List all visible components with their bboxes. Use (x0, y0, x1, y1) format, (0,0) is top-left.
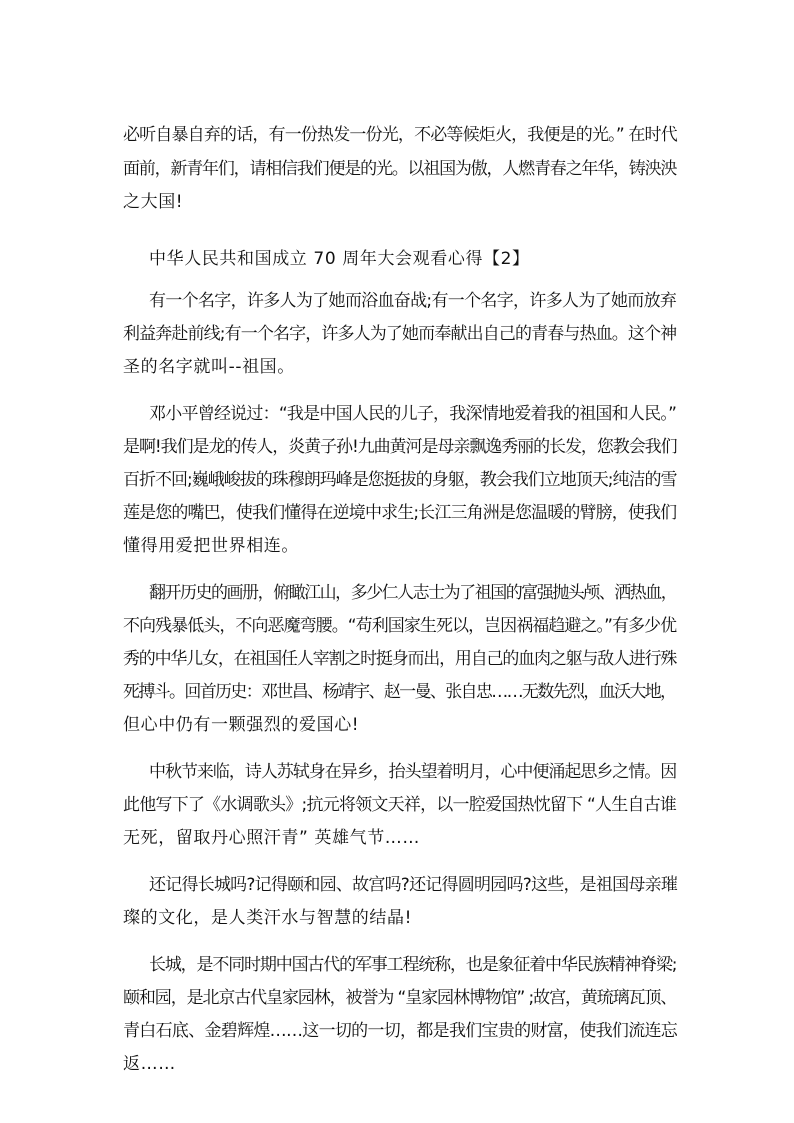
text-line: 懂得用爱把世界相连。 (123, 536, 299, 556)
text-line: 还记得长城吗?记得颐和园、故宫吗?还记得圆明园吗?这些，是祖国母亲璀 (149, 875, 678, 895)
text-line: 璨的文化，是人类汗水与智慧的结晶! (123, 908, 413, 928)
text-line: 颐和园，是北京古代皇家园林，被誉为 “皇家园林博物馆” ;故宫，黄琉璃瓦顶、 (123, 988, 677, 1008)
text-line: 不向残暴低头，不向恶魔弯腰。“苟利国家生死以，岂因祸福趋避之。”有多少优 (123, 616, 677, 636)
text-line: 莲是您的嘴巴，使我们懂得在逆境中求生;长江三角洲是您温暖的臂膀，使我们 (123, 503, 677, 523)
text-line: 是啊!我们是龙的传人，炎黄子孙!九曲黄河是母亲飘逸秀丽的长发，您教会我们 (123, 437, 677, 457)
text-line: 无死，留取丹心照汗青” 英雄气节…… (123, 828, 421, 848)
text-line: 返…… (123, 1054, 176, 1074)
text-line: 此他写下了《水调歌头》;抗元将领文天祥，以一腔爱国热忱留下 “人生自古谁 (123, 795, 677, 815)
text-line: 但心中仍有一颗强烈的爱国心! (123, 715, 360, 735)
text-line: 有一个名字，许多人为了她而浴血奋战;有一个名字，许多人为了她而放弃 (149, 291, 677, 311)
section-heading: 中华人民共和国成立 70 周年大会观看心得【2】 (149, 249, 530, 269)
text-line: 之大国! (123, 192, 184, 212)
text-line: 长城，是不同时期中国古代的军事工程统称，也是象征着中华民族精神脊梁; (149, 955, 677, 975)
text-line: 面前，新青年们，请相信我们便是的光。以祖国为傲，人燃青春之年华，铸泱泱 (123, 159, 677, 179)
text-line: 必听自暴自弃的话，有一份热发一份光，不必等候炬火，我便是的光。” 在时代 (123, 125, 677, 145)
text-line: 青白石底、金碧辉煌……这一切的一切，都是我们宝贵的财富，使我们流连忘 (123, 1021, 678, 1041)
text-line: 邓小平曾经说过：“我是中国人民的儿子，我深情地爱着我的祖国和人民。” (149, 404, 677, 424)
text-line: 翻开历史的画册，俯瞰江山，多少仁人志士为了祖国的富强抛头颅、洒热血， (149, 583, 677, 603)
text-line: 死搏斗。回首历史：邓世昌、杨靖宇、赵一曼、张自忠……无数先烈，血沃大地， (123, 682, 676, 702)
text-line: 圣的名字就叫--祖国。 (123, 357, 295, 377)
text-line: 利益奔赴前线;有一个名字，许多人为了她而奉献出自己的青春与热血。这个神 (123, 324, 677, 344)
text-line: 中秋节来临，诗人苏轼身在异乡，抬头望着明月，心中便涌起思乡之情。因 (149, 762, 677, 782)
text-line: 百折不回;巍峨峻拔的珠穆朗玛峰是您挺拔的身躯，教会我们立地顶天;纯洁的雪 (123, 470, 677, 490)
text-line: 秀的中华儿女，在祖国任人宰割之时挺身而出，用自己的血肉之躯与敌人进行殊 (123, 649, 677, 669)
